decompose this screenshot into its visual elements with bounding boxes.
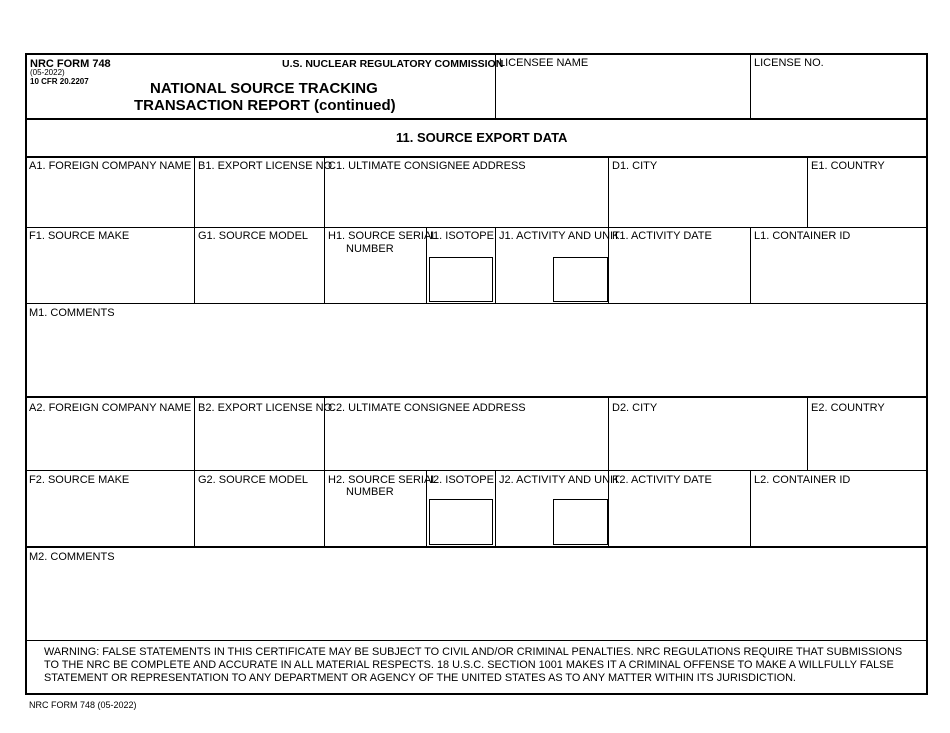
- container-id-field-2[interactable]: [752, 490, 925, 546]
- comments-field-1[interactable]: [27, 322, 925, 395]
- b1-row1-div-c: [608, 157, 609, 227]
- comments-2-bottom-rule: [26, 640, 927, 641]
- serial-number-field-1[interactable]: [326, 258, 425, 302]
- foreign-company-field-1[interactable]: [27, 175, 193, 226]
- section-title: 11. SOURCE EXPORT DATA: [396, 130, 568, 145]
- source-model-label-1: G1. SOURCE MODEL: [198, 230, 309, 242]
- country-field-1[interactable]: [809, 175, 925, 226]
- serial-number-field-2[interactable]: [326, 501, 425, 546]
- b1-row1-div-d: [807, 157, 808, 227]
- licensee-name-field[interactable]: [497, 72, 749, 117]
- licensee-name-label: LICENSEE NAME: [499, 57, 589, 69]
- country-field-2[interactable]: [809, 417, 925, 469]
- country-label-1: E1. COUNTRY: [811, 160, 885, 172]
- agency-name: U.S. NUCLEAR REGULATORY COMMISSION: [282, 58, 504, 70]
- consignee-address-label-1: C1. ULTIMATE CONSIGNEE ADDRESS: [328, 160, 526, 172]
- b2-row2-div-k: [750, 471, 751, 547]
- export-license-label-2: B2. EXPORT LICENSE NO.: [198, 402, 336, 414]
- activity-date-field-1[interactable]: [610, 246, 749, 302]
- b2-row2-rule: [25, 546, 928, 548]
- activity-date-label-2: K2. ACTIVITY DATE: [612, 474, 712, 486]
- source-make-field-2[interactable]: [27, 490, 193, 546]
- activity-unit-label-2: J2. ACTIVITY AND UNIT: [499, 474, 620, 486]
- activity-date-label-1: K1. ACTIVITY DATE: [612, 230, 712, 242]
- serial-label-2b: NUMBER: [346, 486, 394, 498]
- warning-line-2: TO THE NRC BE COMPLETE AND ACCURATE IN ALL MATERIAL RESPECTS. 18 U.S.C. SECTION 1001 MAKES IT A CRIMINAL OFFENSE TO MAKE A WILLFULLY FALSE: [44, 659, 894, 671]
- b2-row2-div-i: [495, 471, 496, 547]
- warning-line-3: STATEMENT OR REPRESENTATION TO ANY DEPARTMENT OR AGENCY OF THE UNITED STATES AS TO ANY MATTER WITHIN ITS JURISDICTION.: [44, 672, 796, 684]
- consignee-address-field-2[interactable]: [326, 417, 607, 469]
- warning-line-1: WARNING: FALSE STATEMENTS IN THIS CERTIFICATE MAY BE SUBJECT TO CIVIL AND/OR CRIMINAL PENALTIES. NRC REGULATIONS REQUIRE THAT SUBMISSIONS: [44, 646, 903, 658]
- source-make-field-1[interactable]: [27, 246, 193, 302]
- comments-label-2: M2. COMMENTS: [29, 551, 115, 563]
- source-make-label-2: F2. SOURCE MAKE: [29, 474, 130, 486]
- serial-label-1a: H1. SOURCE SERIAL: [328, 230, 438, 242]
- license-no-field[interactable]: [752, 72, 925, 117]
- source-make-label-1: F1. SOURCE MAKE: [29, 230, 130, 242]
- b2-row2-div-f: [194, 471, 195, 547]
- city-label-1: D1. CITY: [612, 160, 658, 172]
- activity-unit-label-1: J1. ACTIVITY AND UNIT: [499, 230, 620, 242]
- b2-row1-div-d: [807, 398, 808, 470]
- foreign-company-label-1: A1. FOREIGN COMPANY NAME: [29, 160, 192, 172]
- form-title-line1: NATIONAL SOURCE TRACKING: [150, 80, 378, 97]
- form-border-right: [926, 53, 928, 695]
- container-id-label-1: L1. CONTAINER ID: [754, 230, 851, 242]
- container-id-label-2: L2. CONTAINER ID: [754, 474, 851, 486]
- section-title-rule: [25, 156, 928, 158]
- source-model-field-1[interactable]: [196, 246, 323, 302]
- b1-row1-rule: [26, 227, 927, 228]
- b2-row1-rule: [26, 470, 927, 471]
- serial-label-1b: NUMBER: [346, 243, 394, 255]
- header-divider-1: [495, 54, 496, 118]
- serial-label-2a: H2. SOURCE SERIAL: [328, 474, 438, 486]
- consignee-address-field-1[interactable]: [326, 175, 607, 226]
- b2-row2-div-g: [324, 471, 325, 547]
- footer-form-id: NRC FORM 748 (05-2022): [29, 700, 137, 710]
- export-license-field-2[interactable]: [196, 417, 323, 469]
- city-field-2[interactable]: [610, 417, 806, 469]
- b1-row2-div-f: [194, 228, 195, 303]
- header-bottom-rule: [25, 118, 928, 120]
- form-border-bottom: [25, 693, 928, 695]
- b1-row2-rule: [26, 303, 927, 304]
- foreign-company-field-2[interactable]: [27, 417, 193, 469]
- export-license-label-1: B1. EXPORT LICENSE NO.: [198, 160, 336, 172]
- isotope-field-1[interactable]: [429, 257, 493, 302]
- b2-row1-div-a: [194, 398, 195, 470]
- city-field-1[interactable]: [610, 175, 806, 226]
- form-border-top: [25, 53, 928, 55]
- b1-row1-div-a: [194, 157, 195, 227]
- activity-unit-field-2[interactable]: [553, 499, 608, 545]
- b1-row2-div-i: [495, 228, 496, 303]
- form-title-line2: TRANSACTION REPORT (continued): [134, 97, 396, 114]
- cfr-reference: 10 CFR 20.2207: [30, 77, 89, 86]
- b1-row2-div-k: [750, 228, 751, 303]
- city-label-2: D2. CITY: [612, 402, 658, 414]
- isotope-field-2[interactable]: [429, 499, 493, 545]
- activity-unit-field-1[interactable]: [553, 257, 608, 302]
- container-id-field-1[interactable]: [752, 246, 925, 302]
- header-divider-2: [750, 54, 751, 118]
- export-license-field-1[interactable]: [196, 175, 323, 226]
- source-model-label-2: G2. SOURCE MODEL: [198, 474, 309, 486]
- isotope-label-2: I2. ISOTOPE: [430, 474, 494, 486]
- foreign-company-label-2: A2. FOREIGN COMPANY NAME: [29, 402, 192, 414]
- license-no-label: LICENSE NO.: [754, 57, 824, 69]
- comments-field-2[interactable]: [27, 566, 925, 638]
- b1-row2-div-g: [324, 228, 325, 303]
- consignee-address-label-2: C2. ULTIMATE CONSIGNEE ADDRESS: [328, 402, 526, 414]
- form-number: NRC FORM 748: [30, 58, 111, 70]
- comments-label-1: M1. COMMENTS: [29, 307, 115, 319]
- source-model-field-2[interactable]: [196, 490, 323, 546]
- form-date: (05-2022): [30, 68, 65, 77]
- b2-row1-div-c: [608, 398, 609, 470]
- block1-bottom-rule: [25, 396, 928, 398]
- activity-date-field-2[interactable]: [610, 490, 749, 546]
- isotope-label-1: I1. ISOTOPE: [430, 230, 494, 242]
- country-label-2: E2. COUNTRY: [811, 402, 885, 414]
